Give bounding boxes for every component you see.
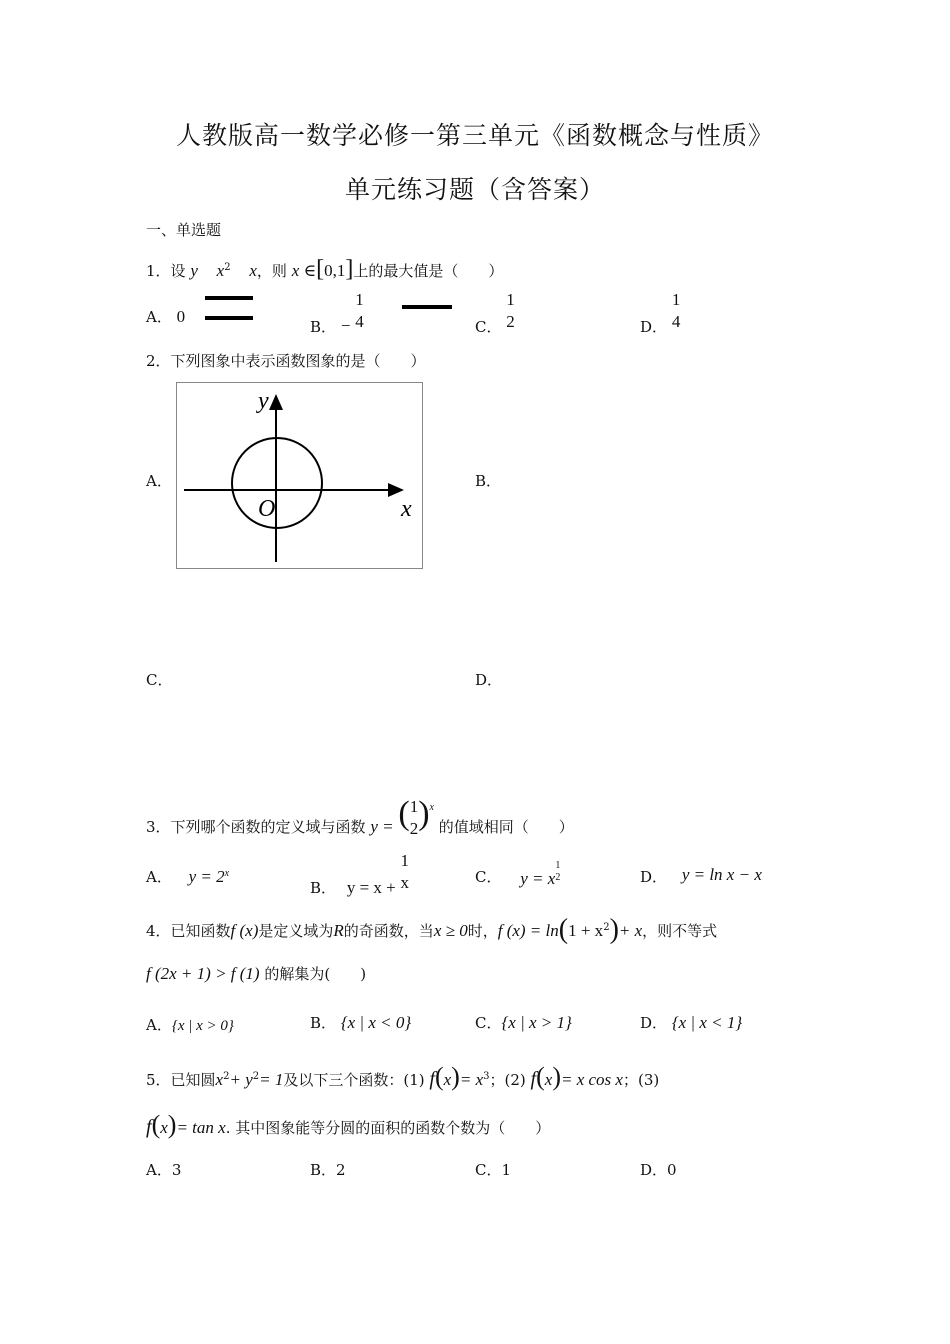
q5-option-b: B．2 <box>310 1161 346 1179</box>
q2-option-b-label: B． <box>475 472 502 490</box>
q1-x: x <box>249 261 257 280</box>
equals-mark <box>205 296 253 300</box>
q5-option-c: C．1 <box>475 1161 512 1179</box>
q3-option-a: A． $y = 2^x$ <box>146 867 230 886</box>
y-label: y <box>258 388 269 414</box>
q3-option-d: D． y = ln x − x <box>640 865 762 886</box>
question-4: 4．已知函数f (x)是定义域为R的奇函数，当x ≥ 0时，f $(x) = \ln(1 + x^2)+ x$，则不等式 <box>146 914 718 945</box>
q2-option-a-label: A． <box>146 472 172 490</box>
q4-option-b: B． {x | x < 0} <box>310 1013 412 1032</box>
origin-label: O <box>258 496 276 522</box>
q1-prefix: 1．设 <box>146 262 186 280</box>
q4-option-d: D． {x | x < 1} <box>640 1013 743 1032</box>
graph-frame <box>177 383 423 569</box>
q1-option-d: D． 1 4 <box>640 290 681 336</box>
q2-option-c-label: C． <box>146 671 173 689</box>
q5-option-a: A．3 <box>146 1161 182 1179</box>
q1-option-b: B． − 1 4 <box>310 290 364 336</box>
q1-exp: 2 <box>224 262 231 273</box>
q4-option-a: A．{x | x > 0} <box>146 1016 234 1034</box>
q3-option-c: C． y = x 1 2 <box>475 860 561 888</box>
circle-graph <box>176 382 424 570</box>
q1-interval: 0,1 <box>324 261 346 280</box>
q5-line-2: f(x)= tan x. 其中图象能等分圆的面积的函数个数为（ ） <box>146 1110 551 1139</box>
q1-y: y <box>190 261 198 280</box>
q1-x2: x <box>216 261 225 280</box>
question-5: 5．已知圆$x^2+ y^2= 1$及以下三个函数：(1) $f(x)= x^3$；(2) f(x)= x cos x；(3) <box>146 1062 660 1091</box>
dash-mark <box>402 305 452 309</box>
q4-line-2: f (2x + 1) > f (1) 的解集为( ) <box>146 964 367 983</box>
q1-suffix: 上的最大值是（ ） <box>353 262 504 280</box>
q3-option-b: B． y = x + 1 x <box>310 851 410 897</box>
q2-option-d-label: D． <box>475 671 503 689</box>
q1-option-a: A． 0 <box>146 307 186 326</box>
section-heading: 一、单选题 <box>146 221 222 239</box>
question-3: 3．下列哪个函数的定义域与函数 y = ( 1 2 )$^x$ 的值域相同（ ） <box>146 795 574 838</box>
q1-mid: ，则 <box>256 262 287 280</box>
q1-option-c: C． 1 2 <box>475 290 515 336</box>
question-2: 2．下列图象中表示函数图象的是（ ） <box>146 352 426 370</box>
document-title: 人教版高一数学必修一第三单元《函数概念与性质》 <box>175 121 774 150</box>
equals-mark-lower <box>205 316 253 320</box>
question-1: 1．设 y $x^2$ x，则 x ∈[0,1]上的最大值是（ ） <box>146 256 504 282</box>
q5-option-d: D．0 <box>640 1161 677 1179</box>
q4-option-c: C．{x | x > 1} <box>475 1013 572 1032</box>
q1-xin: x ∈ <box>291 261 317 280</box>
x-label: x <box>401 496 412 522</box>
document-subtitle: 单元练习题（含答案） <box>344 175 605 204</box>
